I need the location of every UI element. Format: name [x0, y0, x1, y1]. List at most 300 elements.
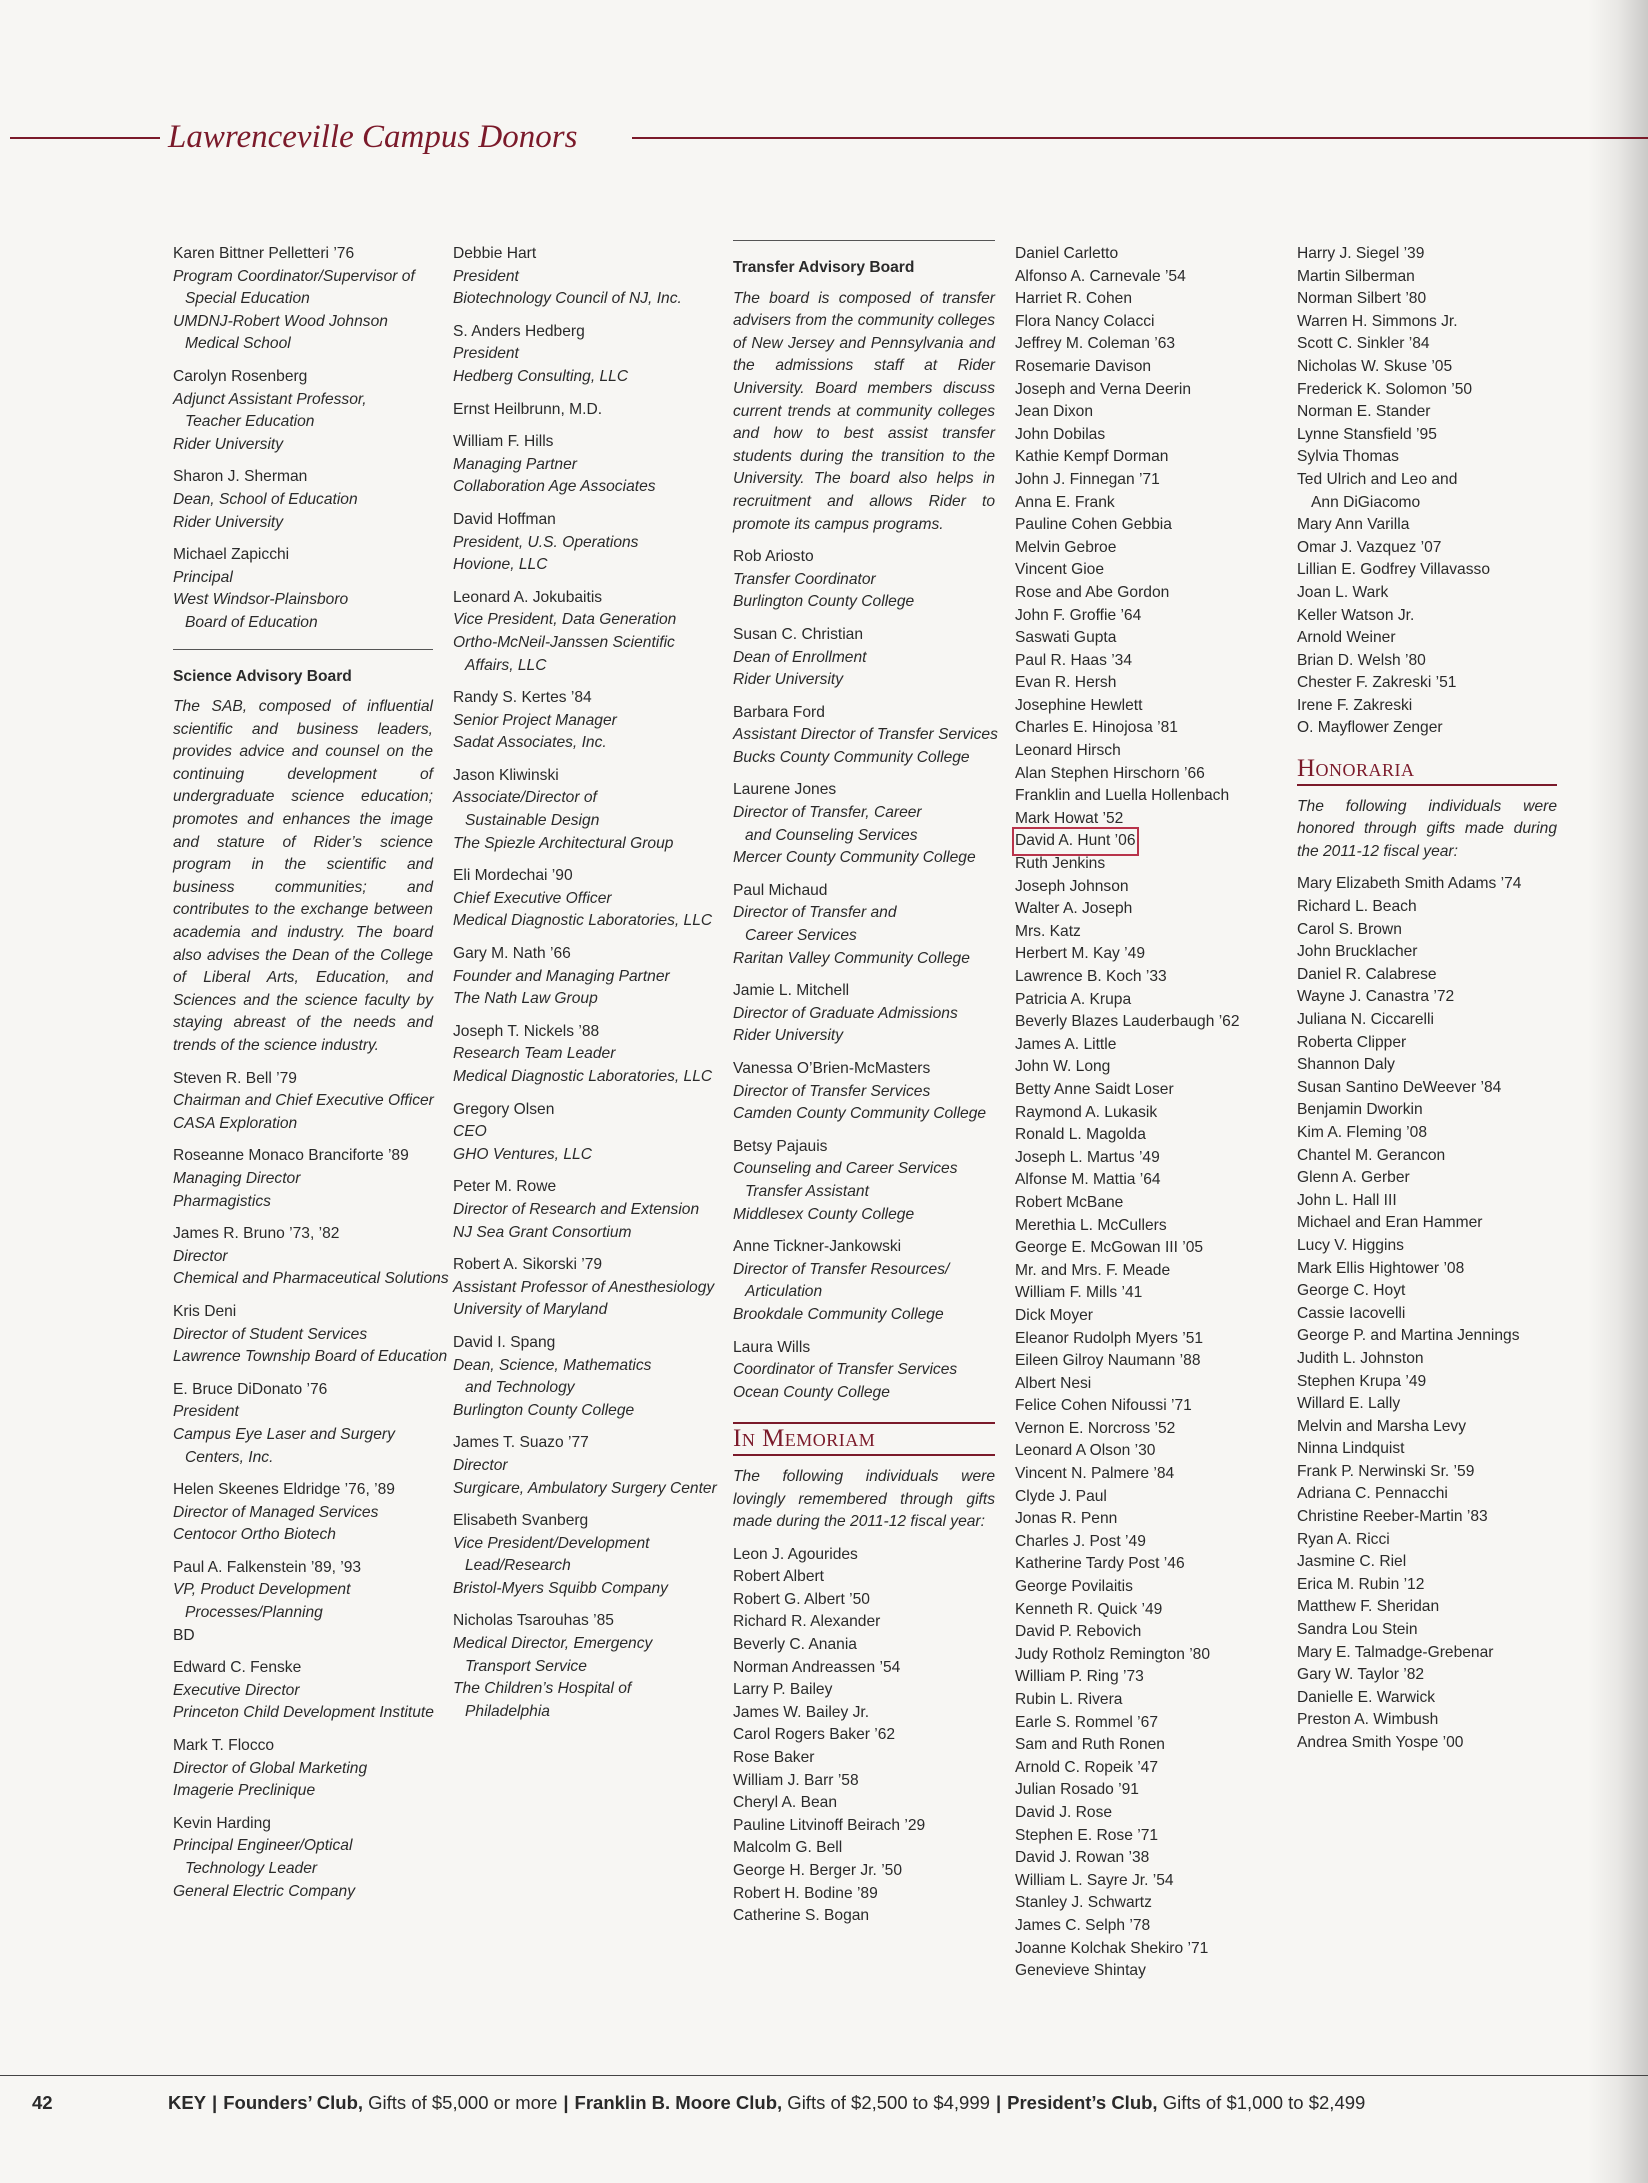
donor-title-line: Managing Partner	[453, 455, 577, 473]
honoree-name: Sandra Lou Stein	[1297, 1621, 1418, 1639]
honoree-name: Stephen Krupa ’49	[1297, 1372, 1427, 1390]
donor-title-line: Rider University	[173, 513, 284, 531]
honoree-name: Clyde J. Paul	[1015, 1487, 1107, 1505]
donor-title-line: Medical Diagnostic Laboratories, LLC	[453, 912, 713, 930]
honoree-name: Raymond A. Lukasik	[1015, 1103, 1158, 1121]
donor-title-line: Coordinator of Transfer Services	[733, 1361, 958, 1379]
honoree-name: Daniel Carletto	[1015, 245, 1119, 262]
honoree-name: Stephen E. Rose ’71	[1015, 1826, 1159, 1844]
donor-title-line: Director of Graduate Admissions	[733, 1004, 958, 1022]
donor-entry	[453, 687, 715, 755]
donor-title-line: Dean, School of Education	[173, 490, 358, 508]
donor-name: Jason Kliwinski	[453, 766, 559, 784]
honoree-name: Roberta Clipper	[1297, 1033, 1407, 1051]
honoree-name: Ninna Lindquist	[1297, 1440, 1405, 1458]
donor-name: Karen Bittner Pelletteri ’76	[173, 245, 355, 262]
donor-title-line: Chairman and Chief Executive Officer	[173, 1092, 434, 1110]
donor-title-line: Lawrence Township Board of Education	[173, 1348, 448, 1366]
memoriam-names	[733, 1544, 995, 1928]
honoree-name: O. Mayflower Zenger	[1297, 719, 1443, 737]
donor-title-line: Pharmagistics	[173, 1192, 271, 1210]
honoree-name: Ronald L. Magolda	[1015, 1126, 1146, 1144]
honoree-name: Vincent Gioe	[1015, 561, 1105, 579]
donor-entry	[173, 1223, 449, 1291]
honoree-name: Irene F. Zakreski	[1297, 696, 1413, 714]
donor-entry	[173, 1068, 433, 1136]
donor-entry	[453, 1176, 715, 1244]
donor-entry	[453, 243, 715, 311]
donor-name: David Hoffman	[453, 510, 556, 528]
donor-title-line: Bristol-Myers Squibb Company	[453, 1579, 668, 1597]
honoree-name: Jasmine C. Riel	[1297, 1553, 1407, 1571]
transfer-advisory-board-description: The board is composed of transfer advisers from the community colleges of New Jersey and Pennsylvania and the admissions staff at Rider University. Board members discuss current trends at community colleges and how to best assist transfer students during the transition to the University. The board also helps in recruitment and allows Rider to promote its campus programs.	[733, 289, 995, 533]
donor-name: Rob Ariosto	[733, 548, 814, 566]
honoree-name: Lynne Stansfield ’95	[1297, 425, 1437, 443]
honoree-name: Rubin L. Rivera	[1015, 1691, 1123, 1708]
honoree-name: Eleanor Rudolph Myers ’51	[1015, 1329, 1204, 1347]
honoree-name: Mark Howat ’52	[1015, 809, 1124, 827]
donor-title-line: Vice President, Data Generation	[453, 611, 677, 629]
donor-entry	[733, 702, 998, 770]
donor-entry	[453, 399, 715, 422]
footer-rule	[0, 2075, 1648, 2076]
donor-title-line: The Spiezle Architectural Group	[453, 834, 674, 852]
transfer-board-members	[733, 546, 998, 1404]
donor-title-line: Raritan Valley Community College	[733, 949, 970, 967]
donor-name: Barbara Ford	[733, 703, 825, 721]
donor-name: James T. Suazo ’77	[453, 1434, 589, 1452]
honoree-name: Beverly C. Anania	[733, 1636, 857, 1654]
honoree-name: Pauline Cohen Gebbia	[1015, 516, 1172, 534]
honoree-name: Malcolm G. Bell	[733, 1839, 843, 1857]
donor-name: Susan C. Christian	[733, 625, 864, 643]
honoree-name: Catherine S. Bogan	[733, 1907, 870, 1925]
donor-name: Laurene Jones	[733, 781, 837, 799]
honoree-name: Norman Andreassen ’54	[733, 1658, 901, 1676]
honoree-name: Danielle E. Warwick	[1297, 1688, 1436, 1706]
honoree-name: Anna E. Frank	[1015, 493, 1115, 511]
honoree-name: Merethia L. McCullers	[1015, 1216, 1167, 1234]
column-3	[733, 240, 998, 1928]
donor-name: Betsy Pajauis	[733, 1137, 828, 1155]
donor-entry	[453, 865, 715, 933]
donor-title-line: Sadat Associates, Inc.	[453, 734, 607, 752]
honoree-name: Kathie Kempf Dorman	[1015, 448, 1169, 466]
donor-entry	[453, 765, 715, 855]
honoree-name: Matthew F. Sheridan	[1297, 1598, 1440, 1616]
donor-title-line: Collaboration Age Associates	[453, 478, 656, 496]
donor-title-line: President	[453, 345, 519, 363]
presidents-club-name: President’s Club,	[1007, 2092, 1158, 2113]
donor-name: Ernst Heilbrunn, M.D.	[453, 400, 603, 418]
honoree-name: Jean Dixon	[1015, 403, 1094, 421]
donor-title-line: Centocor Ortho Biotech	[173, 1526, 336, 1544]
donor-title-line: Ocean County College	[733, 1383, 890, 1401]
honoree-name: Joseph and Verna Deerin	[1015, 380, 1191, 398]
honoree-name: Joanne Kolchak Shekiro ’71	[1015, 1939, 1209, 1957]
donor-entry	[453, 509, 715, 577]
donor-entry	[173, 1479, 433, 1547]
honoree-name: Willard E. Lally	[1297, 1395, 1401, 1413]
honoree-name: Ann DiGiacomo	[1311, 493, 1421, 511]
donor-title-line: Burlington County College	[733, 593, 915, 611]
donor-title-line: Transfer Coordinator	[733, 570, 876, 588]
donor-entry	[453, 943, 715, 1011]
honoree-name: Dick Moyer	[1015, 1306, 1093, 1324]
honoree-name: Erica M. Rubin ’12	[1297, 1575, 1425, 1593]
honoree-name: Preston A. Wimbush	[1297, 1711, 1439, 1729]
honoree-name: John F. Groffie ’64	[1015, 606, 1142, 624]
donor-entry	[733, 1236, 995, 1326]
donor-title-line: BD	[173, 1626, 195, 1644]
honoree-name: William L. Sayre Jr. ’54	[1015, 1871, 1174, 1889]
key-separator: |	[995, 2092, 1002, 2113]
honoree-name: Joseph L. Martus ’49	[1015, 1148, 1160, 1166]
donor-title-line: Chief Executive Officer	[453, 889, 612, 907]
honoree-name: Richard R. Alexander	[733, 1613, 881, 1631]
honoree-name: Eileen Gilroy Naumann ’88	[1015, 1352, 1201, 1370]
donor-title-line: Director of Managed Services	[173, 1503, 379, 1521]
donor-title-line: and Counseling Services	[745, 826, 918, 844]
honoree-name: Gary W. Taylor ’82	[1297, 1666, 1425, 1684]
honoraria-description: The following individuals were honored through gifts made during the 2011-12 fiscal year:	[1297, 797, 1557, 860]
honoree-name: Adriana C. Pennacchi	[1297, 1485, 1448, 1503]
donor-entry	[453, 1332, 715, 1422]
honoree-name: Robert G. Albert ’50	[733, 1590, 870, 1608]
giving-key	[168, 2090, 1365, 2116]
donor-title-line: Biotechnology Council of NJ, Inc.	[453, 290, 682, 308]
honoree-name: Kim A. Fleming ’08	[1297, 1123, 1427, 1141]
donor-title-line: President	[173, 1403, 239, 1421]
board-entries	[173, 243, 433, 635]
donor-title-line: Hedberg Consulting, LLC	[453, 367, 629, 385]
honoree-name: Carol Rogers Baker ’62	[733, 1726, 896, 1744]
moore-club-name: Franklin B. Moore Club,	[574, 2092, 783, 2113]
honoree-name: Franklin and Luella Hollenbach	[1015, 787, 1230, 805]
honoree-name: Michael and Eran Hammer	[1297, 1214, 1483, 1232]
donor-title-line: President	[453, 267, 519, 285]
donor-title-line: Processes/Planning	[185, 1604, 323, 1622]
donor-title-line: Director	[173, 1247, 228, 1265]
donor-title-line: Associate/Director of	[453, 789, 597, 807]
donor-title-line: Board of Education	[185, 613, 318, 631]
honoree-name: Judith L. Johnston	[1297, 1349, 1424, 1367]
honoree-name: Christine Reeber-Martin ’83	[1297, 1508, 1488, 1526]
honoree-name: Melvin Gebroe	[1015, 538, 1117, 556]
honoree-name: Ryan A. Ricci	[1297, 1530, 1390, 1548]
honoree-name: Alfonse M. Mattia ’64	[1015, 1171, 1161, 1189]
donor-entry	[733, 624, 995, 692]
honoree-name: William F. Mills ’41	[1015, 1284, 1143, 1302]
honoree-name: Rose and Abe Gordon	[1015, 583, 1170, 601]
donor-title-line: General Electric Company	[173, 1882, 356, 1900]
donor-title-line: Technology Leader	[185, 1860, 318, 1877]
donor-name: Carolyn Rosenberg	[173, 367, 308, 385]
donor-title-line: Career Services	[745, 927, 857, 945]
honoree-name: Stanley J. Schwartz	[1015, 1894, 1152, 1912]
key-label: KEY	[168, 2092, 207, 2113]
donor-name: Gary M. Nath ’66	[453, 945, 571, 963]
donor-title-line: CASA Exploration	[173, 1114, 298, 1132]
donor-title-line: Camden County Community College	[733, 1105, 987, 1123]
donor-title-line: Ortho-McNeil-Janssen Scientific	[453, 633, 675, 651]
donor-entry	[173, 1379, 433, 1469]
founders-club-name: Founders’ Club,	[223, 2092, 364, 2113]
donor-entry	[453, 321, 715, 389]
key-separator: |	[563, 2092, 569, 2113]
honoree-name: Andrea Smith Yospe ’00	[1297, 1734, 1464, 1751]
donor-name: Laura Wills	[733, 1338, 811, 1356]
honoree-name: Ted Ulrich and Leo and	[1297, 470, 1458, 488]
donor-name: Vanessa O’Brien-McMasters	[733, 1060, 931, 1077]
honoree-name: George Povilaitis	[1015, 1578, 1133, 1596]
donor-title-line: Dean of Enrollment	[733, 648, 867, 666]
honoree-name: John L. Hall III	[1297, 1191, 1397, 1209]
donor-title-line: Chemical and Pharmaceutical Solutions	[173, 1270, 449, 1288]
donor-title-line: Director of Transfer Services	[733, 1082, 931, 1100]
key-separator: |	[212, 2092, 218, 2113]
donor-entry	[733, 779, 995, 869]
honoree-name: Saswati Gupta	[1015, 629, 1117, 647]
header-rule-right	[632, 137, 1648, 139]
donor-title-line: Burlington County College	[453, 1401, 635, 1419]
honoree-name: Chester F. Zakreski ’51	[1297, 674, 1457, 692]
honoree-name: Leonard A Olson ’30	[1015, 1442, 1156, 1460]
honoree-name: Robert McBane	[1015, 1193, 1124, 1211]
honoree-name: Herbert M. Kay ’49	[1015, 945, 1145, 963]
in-memoriam-heading: In Memoriam	[733, 1422, 995, 1456]
donor-name: Eli Mordechai ’90	[453, 867, 573, 885]
column-5	[1297, 243, 1557, 1755]
donor-title-line: Rider University	[733, 671, 844, 689]
donor-entry	[453, 431, 715, 499]
donor-name: Mark T. Flocco	[173, 1737, 275, 1755]
donor-title-line: NJ Sea Grant Consortium	[453, 1223, 632, 1241]
honoree-name: Norman Silbert ’80	[1297, 290, 1427, 308]
honoree-name: Lawrence B. Koch ’33	[1015, 968, 1167, 985]
honoree-name: Sylvia Thomas	[1297, 448, 1399, 466]
donor-name: E. Bruce DiDonato ’76	[173, 1380, 328, 1398]
honoree-name: David P. Rebovich	[1015, 1623, 1142, 1641]
honoree-name: Pauline Litvinoff Beirach ’29	[733, 1816, 926, 1834]
donor-name: Michael Zapicchi	[173, 546, 290, 564]
donor-entry	[173, 1735, 433, 1803]
donor-title-line: Founder and Managing Partner	[453, 967, 670, 985]
honoree-name: John W. Long	[1015, 1058, 1111, 1076]
donor-entry	[453, 587, 715, 677]
donor-name: Jamie L. Mitchell	[733, 982, 850, 1000]
donor-name: William F. Hills	[453, 433, 554, 451]
honoree-name: Leonard Hirsch	[1015, 742, 1121, 760]
donor-name: Steven R. Bell ’79	[173, 1069, 297, 1087]
honoree-name: Jeffrey M. Coleman ’63	[1015, 335, 1176, 353]
page-title: Lawrenceville Campus Donors	[168, 119, 578, 155]
honoree-name: Earle S. Rommel ’67	[1015, 1713, 1158, 1731]
donor-title-line: Medical School	[185, 335, 291, 353]
honoree-name: Rose Baker	[733, 1749, 815, 1767]
donor-title-line: and Technology	[465, 1379, 575, 1397]
in-memoriam-description: The following individuals were lovingly remembered through gifts made during the 2011-12 fiscal year:	[733, 1467, 995, 1531]
section-divider	[733, 240, 995, 241]
honoree-name: Harry J. Siegel ’39	[1297, 245, 1425, 262]
honoree-name: Norman E. Stander	[1297, 403, 1431, 421]
donor-entry	[453, 1254, 715, 1322]
page-header	[0, 118, 1648, 158]
donor-entry	[173, 1813, 433, 1903]
honoree-name: Mary Ann Varilla	[1297, 516, 1410, 534]
donor-title-line: West Windsor-Plainsboro	[173, 591, 349, 609]
honoraria-heading: Honoraria	[1297, 758, 1557, 786]
donor-title-line: Articulation	[745, 1283, 823, 1301]
donor-entry	[733, 1337, 995, 1405]
donor-title-line: The Nath Law Group	[453, 990, 598, 1008]
donor-title-line: Philadelphia	[465, 1702, 550, 1720]
honoree-name: Betty Anne Saidt Loser	[1015, 1080, 1174, 1098]
donor-name: Helen Skeenes Eldridge ’76, ’89	[173, 1481, 395, 1499]
honoree-name: James A. Little	[1015, 1035, 1117, 1053]
donor-title-line: Teacher Education	[185, 413, 315, 431]
donor-name: James R. Bruno ’73, ’82	[173, 1225, 340, 1243]
honoree-name: William P. Ring ’73	[1015, 1668, 1144, 1686]
page-number: 42	[32, 2092, 53, 2113]
honoree-name: George H. Berger Jr. ’50	[733, 1862, 903, 1879]
science-board-members-continued	[453, 243, 715, 1723]
honoree-name: Carol S. Brown	[1297, 920, 1402, 938]
honoree-name: Frank P. Nerwinski Sr. ’59	[1297, 1462, 1475, 1480]
donor-title-line: Centers, Inc.	[185, 1448, 274, 1466]
donor-title-line: Adjunct Assistant Professor,	[173, 390, 367, 408]
donor-entry	[173, 466, 433, 534]
honoree-name: Frederick K. Solomon ’50	[1297, 380, 1473, 398]
donor-name: Kevin Harding	[173, 1814, 271, 1832]
column-1	[173, 243, 449, 1913]
donor-entry	[173, 366, 433, 456]
donor-title-line: UMDNJ-Robert Wood Johnson	[173, 312, 388, 330]
honoree-name: Paul R. Haas ’34	[1015, 651, 1133, 669]
donor-title-line: Imagerie Preclinique	[173, 1782, 316, 1800]
honoree-name: Shannon Daly	[1297, 1056, 1395, 1074]
donor-title-line: Middlesex County College	[733, 1205, 915, 1223]
donor-name: S. Anders Hedberg	[453, 322, 585, 340]
donor-title-line: Mercer County Community College	[733, 849, 976, 867]
honoree-name: Mary Elizabeth Smith Adams ’74	[1297, 875, 1522, 893]
science-advisory-board-heading: Science Advisory Board	[173, 667, 352, 685]
memoriam-names-continued	[1297, 243, 1557, 740]
donor-title-line: Affairs, LLC	[465, 656, 547, 674]
donor-title-line: Senior Project Manager	[453, 711, 617, 729]
honoree-name: Vincent N. Palmere ’84	[1015, 1465, 1175, 1483]
honoree-name: William J. Barr ’58	[733, 1771, 859, 1789]
header-rule-left	[10, 137, 160, 139]
donor-name: Randy S. Kertes ’84	[453, 689, 592, 707]
honoree-name: Kenneth R. Quick ’49	[1015, 1600, 1163, 1618]
honoree-name: Patricia A. Krupa	[1015, 990, 1132, 1008]
honoree-name: Robert Albert	[733, 1568, 825, 1586]
donor-entry	[733, 880, 995, 970]
donor-title-line: Program Coordinator/Supervisor of	[173, 267, 415, 285]
honoree-name: Wayne J. Canastra ’72	[1297, 988, 1455, 1006]
donor-entry	[173, 544, 433, 634]
honoree-name: Rosemarie Davison	[1015, 357, 1152, 375]
donor-title-line: Campus Eye Laser and Surgery	[173, 1425, 395, 1443]
honoree-name: Cassie Iacovelli	[1297, 1304, 1406, 1322]
honoree-name: Lillian E. Godfrey Villavasso	[1297, 561, 1490, 579]
honoree-name: John Dobilas	[1015, 425, 1106, 443]
donor-name: Sharon J. Sherman	[173, 468, 308, 486]
donor-title-line: GHO Ventures, LLC	[453, 1145, 592, 1163]
honoree-name: Evan R. Hersh	[1015, 674, 1117, 692]
donor-entry	[173, 243, 433, 356]
donor-title-line: Dean, Science, Mathematics	[453, 1356, 652, 1374]
honoraria-names	[1297, 873, 1557, 1754]
donor-title-line: Director of Research and Extension	[453, 1200, 700, 1218]
honoree-name: Susan Santino DeWeever ’84	[1297, 1078, 1502, 1096]
honoree-name: Alan Stephen Hirschorn ’66	[1015, 764, 1205, 782]
column-2	[453, 243, 715, 1733]
honoree-name: Mrs. Katz	[1015, 922, 1081, 940]
science-advisory-board-description: The SAB, composed of influential scientific and business leaders, provides advice and counsel on the continuing development of undergraduate science education; promotes and enhances the image and stature of Rider’s science program in the scientific and business communities; and contributes to the exchange between academia and industry. The board also advises the Dean of the College of Liberal Arts, Education, and Sciences and the science faculty by staying abreast of the needs and trends of the science industry.	[173, 698, 433, 1054]
donor-name: Debbie Hart	[453, 245, 537, 262]
honoree-name: Brian D. Welsh ’80	[1297, 651, 1426, 669]
donor-title-line: Executive Director	[173, 1681, 300, 1699]
donor-name: Kris Deni	[173, 1302, 237, 1320]
donor-name: Nicholas Tsarouhas ’85	[453, 1612, 614, 1630]
honoree-name: Glenn A. Gerber	[1297, 1169, 1410, 1187]
donor-title-line: Assistant Professor of Anesthesiology	[453, 1278, 715, 1296]
honoree-name: Juliana N. Ciccarelli	[1297, 1011, 1434, 1028]
honoree-name: George E. McGowan III ’05	[1015, 1239, 1204, 1257]
donor-title-line: Director of Student Services	[173, 1325, 368, 1343]
honoree-name: Genevieve Shintay	[1015, 1962, 1146, 1980]
donor-title-line: Brookdale Community College	[733, 1305, 944, 1323]
donor-title-line: Director	[453, 1456, 508, 1474]
donor-name: Robert A. Sikorski ’79	[453, 1256, 603, 1274]
honoree-name: Nicholas W. Skuse ’05	[1297, 357, 1453, 375]
honoree-name: James W. Bailey Jr.	[733, 1703, 870, 1721]
donor-entry	[453, 1021, 715, 1089]
donor-title-line: Rider University	[173, 435, 284, 453]
donor-name: Joseph T. Nickels ’88	[453, 1022, 600, 1040]
honoree-name: Walter A. Joseph	[1015, 900, 1133, 918]
honoree-name: Alfonso A. Carnevale ’54	[1015, 267, 1186, 285]
honoree-name: Omar J. Vazquez ’07	[1297, 538, 1442, 556]
donor-title-line: Medical Director, Emergency	[453, 1635, 653, 1653]
donor-title-line: Vice President/Development	[453, 1534, 650, 1552]
donor-title-line: Director of Transfer, Career	[733, 804, 922, 822]
page-gutter-shadow	[1588, 0, 1648, 2183]
donor-title-line: Transfer Assistant	[745, 1182, 869, 1200]
donor-title-line: President, U.S. Operations	[453, 533, 639, 551]
donor-entry	[453, 1610, 715, 1723]
honoree-name: Lucy V. Higgins	[1297, 1236, 1404, 1254]
donor-name: Paul Michaud	[733, 881, 828, 899]
donor-name: Edward C. Fenske	[173, 1659, 302, 1677]
science-board-members	[173, 1068, 449, 1904]
donor-title-line: Special Education	[185, 290, 310, 308]
page-footer	[0, 2090, 1648, 2120]
honoree-name: Martin Silberman	[1297, 267, 1415, 285]
column-4	[1015, 243, 1285, 1983]
honoree-name: Jonas R. Penn	[1015, 1510, 1118, 1528]
donor-title-line: Principal Engineer/Optical	[173, 1837, 353, 1855]
honoree-name: Julian Rosado ’91	[1015, 1781, 1139, 1799]
donor-title-line: The Children’s Hospital of	[453, 1680, 632, 1698]
donor-entry	[453, 1510, 715, 1600]
honoree-name: Katherine Tardy Post ’46	[1015, 1555, 1185, 1573]
donor-title-line: Bucks County Community College	[733, 748, 970, 766]
donor-title-line: Managing Director	[173, 1169, 301, 1187]
honoree-name: Benjamin Dworkin	[1297, 1101, 1423, 1119]
